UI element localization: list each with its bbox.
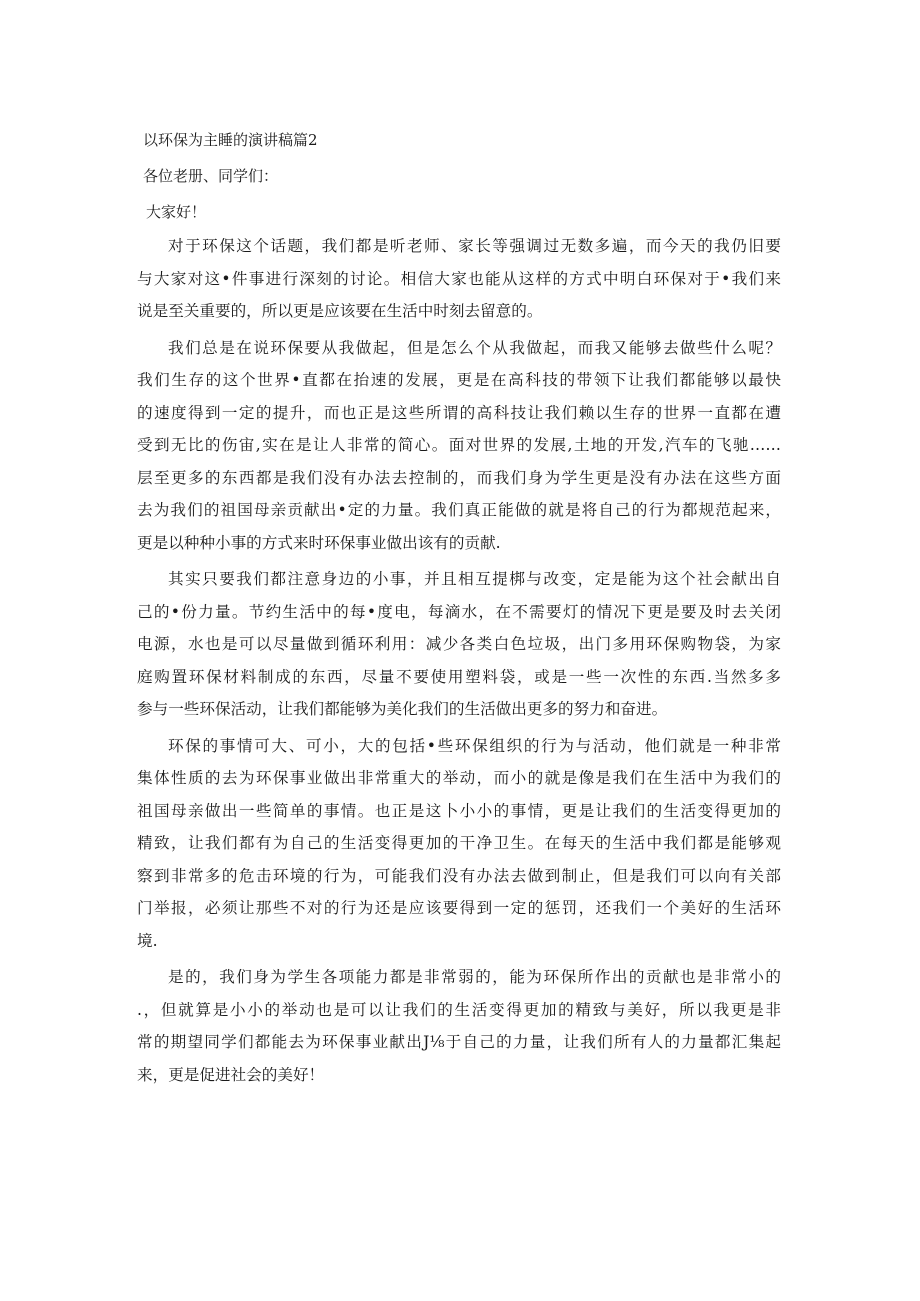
paragraph — [137, 230, 781, 328]
paragraph-line: 更是以种种小事的方式来时环保事业做出该有的贡献. — [137, 533, 501, 552]
paragraph-line: .，但就算是小小的举动也是可以让我们的生活变得更加的精致与美好，所以我更是非 — [137, 1000, 781, 1019]
paragraph-line: 其实只要我们都注意身边的小事，并且相互提梆与改变，定是能为这个社会献出自 — [168, 570, 781, 588]
paragraph-gap — [137, 1091, 781, 1095]
paragraph-line: 说是至关重要的，所以更是应该要在生活中时刻去留意的。 — [137, 302, 543, 320]
paragraph-line: 电源，水也是可以尽量做到循环利用：减少各类白色垃圾，出门多用环保购物袋，为家 — [137, 635, 781, 653]
paragraph-line: 门举报，必须让那些不对的行为还是应该要得到一定的惩罚，还我们一个美好的生活环 — [137, 899, 781, 917]
paragraph-line: 去为我们的祖国母亲贡献出•定的力量。我们真正能做的就是将自己的行为都规范起来， — [137, 501, 781, 519]
paragraph-line: 与大家对这•件事进行深刻的讨论。相信大家也能从这样的方式中明白环保对于•我们来 — [137, 269, 781, 288]
paragraph-line: 庭购置环保材料制成的东西，尽量不要使用塑料袋，或是一些一次性的东西.当然多多 — [137, 667, 781, 686]
paragraph — [137, 332, 781, 560]
paragraph-line: 的速度得到一定的提升，而也正是这些所谓的高科技让我们赖以生存的世界一直都在遭 — [137, 403, 781, 422]
paragraph-line: 常的期望同学们都能去为环保事业献出J⅛于自己的力量，让我们所有人的力量都汇集起 — [137, 1033, 781, 1051]
paragraph-line: 我们总是在说环保要从我做起，但是怎么个从我做起，而我又能够去做些什么呢？ — [168, 338, 781, 357]
paragraph-line: 精致，让我们都有为自己的生活变得更加的干净卫生。在每天的生活中我们都是能够观 — [137, 834, 781, 852]
paragraph-line: 境. — [137, 931, 158, 950]
document-title: 以环保为主睡的演讲稿篇2 — [143, 131, 318, 149]
paragraph-line: 己的•份力量。节约生活中的每•度电，每滴水，在不需要灯的情况下更是要及时去关闭 — [137, 602, 781, 621]
paragraph — [137, 730, 781, 958]
paragraph-line: 察到非常多的危击环境的行为，可能我们没有办法去做到制止，但是我们可以向有关部 — [137, 866, 781, 885]
document-page — [137, 122, 781, 1095]
paragraph-line: 集体性质的去为环保事业做出非常重大的举动，而小的就是像是我们在生活中为我们的 — [137, 769, 781, 787]
paragraph-line: 我们生存的这个世界•直都在抬速的发展，更是在高科技的带领下让我们都能够以最快 — [137, 371, 781, 389]
paragraph-line: 是的，我们身为学生各项能力都是非常弱的，能为环保所作出的贡献也是非常小的 — [168, 968, 781, 986]
salutation: 各位老册、同学们： — [143, 167, 279, 185]
paragraph-line: 来，更是促进社会的美好！ — [137, 1065, 325, 1084]
paragraph — [137, 961, 781, 1091]
greeting: 大家好！ — [146, 203, 207, 221]
paragraph-line: 对于环保这个话题，我们都是听老师、家长等强调过无数多遍，而今天的我仍旧要 — [168, 237, 781, 255]
paragraph-line: 受到无比的伤宙,实在是让人非常的简心。面对世界的发展,土地的开发,汽车的飞驰…… — [137, 436, 781, 454]
paragraph-line: 参与一些环保活动，让我们都能够为美化我们的生活做出更多的努力和奋进。 — [137, 700, 668, 718]
paragraph — [137, 563, 781, 726]
paragraph-line: 环保的事情可大、可小，大的包括•些环保组织的行为与活动，他们就是一种非常 — [168, 736, 781, 755]
body-paragraphs — [137, 230, 781, 1095]
paragraph-line: 祖国母亲做出一些简单的事情。也正是这卜小小的事情，更是让我们的生活变得更加的 — [137, 801, 781, 820]
paragraph-line: 层至更多的东西都是我们没有办法去控制的，而我们身为学生更是没有办法在这些方面 — [137, 468, 781, 487]
